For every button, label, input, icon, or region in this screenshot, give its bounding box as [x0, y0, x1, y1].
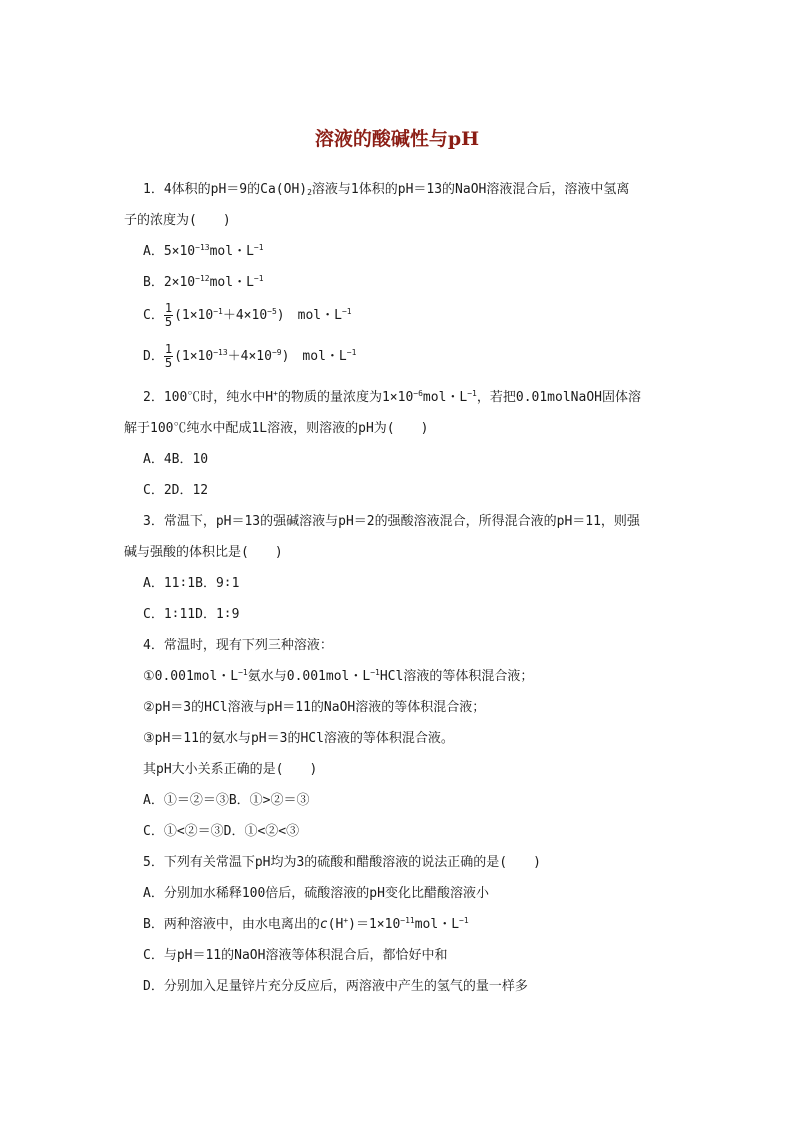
q5-stem-line1: 5．下列有关常温下pH均为3的硫酸和醋酸溶液的说法正确的是( ): [143, 855, 541, 870]
q3-stem-line1: 3．常温下，pH＝13的强碱溶液与pH＝2的强酸溶液混合，所得混合液的pH＝11，则强: [143, 514, 640, 529]
q4-item-1: ①0.001mol・$L^{-1}$氨水与0.001mol・$L^{-1}HCl$溶液的等体积混合液；: [143, 668, 534, 684]
q2-stem-line1: 2．100℃时，纯水中H+的物质的量浓度为$1\times 10^{-6}mol$・$L^{-1}$，若把0.01molNaOH固体溶: [143, 389, 641, 405]
fraction: $\frac{1}{5}$: [164, 301, 173, 329]
q1-stem-line2: 子的浓度为( ): [124, 213, 231, 228]
q4-item-3: ③pH＝11的氨水与pH＝3的HCl溶液的等体积混合液。: [143, 731, 454, 746]
q5-option-d: D．分别加入足量锌片充分反应后，两溶液中产生的氢气的量一样多: [143, 979, 528, 994]
q1-option-c: C． $\frac{1}{5}$ $(1\times 10^{-1}+4\times 10^{-5})$ mol・$L^{-1}$: [143, 301, 352, 329]
q2-stem-line2: 解于100℃纯水中配成1L溶液，则溶液的pH为( ): [124, 421, 429, 436]
page-title: 溶液的酸碱性与pH: [314, 128, 480, 150]
q3-options-line1: A．11∶1B．9∶1: [143, 576, 240, 591]
q5-option-a: A．分别加水稀释100倍后，硫酸溶液的pH变化比醋酸溶液小: [143, 886, 489, 901]
q3-stem-line2: 碱与强酸的体积比是( ): [124, 545, 283, 560]
fraction: $\frac{1}{5}$: [164, 342, 173, 370]
q1-option-b: B．$2\times 10^{-12}mol$・$L^{-1}$: [143, 274, 264, 290]
q2-options-line1: A．4B．10: [143, 452, 209, 467]
q3-options-line2: C．1∶11D．1∶9: [143, 607, 240, 622]
q1-stem-line1: 1．4体积的pH＝9的$Ca(OH)_2$溶液与1体积的pH＝13的NaOH溶液混合后，溶液中氢离: [143, 182, 630, 197]
q4-stem-line1: 4．常温时，现有下列三种溶液：: [143, 638, 333, 653]
q4-options-line1: A．①＝②＝③B．①>②＝③: [143, 793, 310, 808]
q5-option-b: B．两种溶液中，由水电离出的$c(H^+)=1\times 10^{-11}mol$・$L^{-1}$: [143, 916, 469, 932]
q4-item-2: ②pH＝3的HCl溶液与pH＝11的NaOH溶液的等体积混合液；: [143, 700, 486, 715]
q4-question: 其pH大小关系正确的是( ): [143, 762, 318, 777]
q4-options-line2: C．①<②＝③D．①<②<③: [143, 824, 300, 839]
q2-options-line2: C．2D．12: [143, 483, 209, 498]
q5-option-c: C．与pH＝11的NaOH溶液等体积混合后，都恰好中和: [143, 948, 448, 963]
q1-option-d: D． $\frac{1}{5}$ $(1\times 10^{-13}+4\times 10^{-9})$ mol・$L^{-1}$: [143, 342, 357, 370]
q1-option-a: A．$5\times 10^{-13}mol$・$L^{-1}$: [143, 243, 264, 259]
